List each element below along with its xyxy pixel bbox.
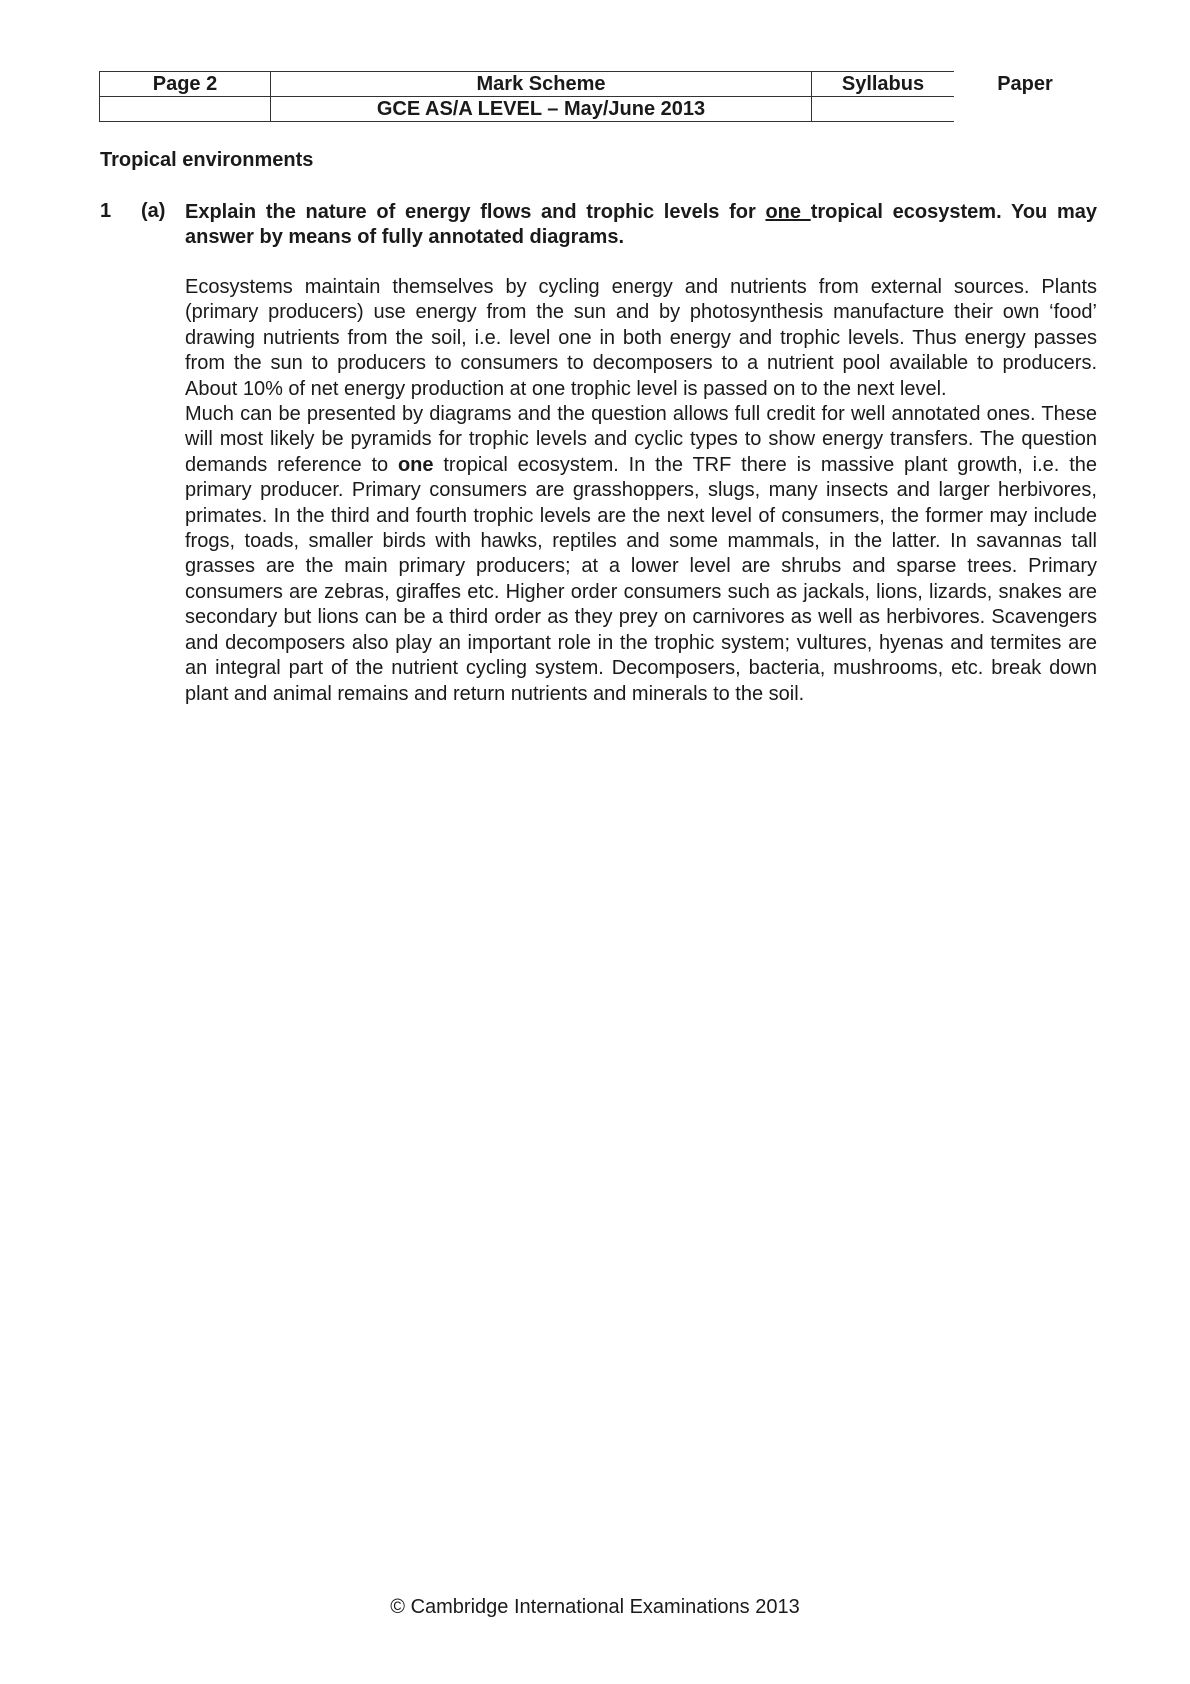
question-text (185, 200, 1097, 250)
header-page: Page 2 (100, 72, 271, 97)
question-text-before: Explain the nature of energy flows and trophic levels for (185, 201, 766, 223)
header-empty-cell-3 (954, 97, 1097, 122)
answer-paragraph-2 (185, 402, 1097, 707)
footer-copyright: © Cambridge International Examinations 2013 (390, 1596, 800, 1618)
header-empty-cell (100, 97, 271, 122)
header-table (99, 71, 1097, 122)
answer-p2-before: Much can be presented by diagrams and the question allows full credit for well annotated ones. These will most likely be pyramids for trophic levels and cyclic types to show energy transfers. The question demands reference to (185, 403, 1097, 476)
header-syllabus: Syllabus (812, 72, 955, 97)
header-empty-cell-2 (812, 97, 955, 122)
answer-p2-after: tropical ecosystem. In the TRF there is massive plant growth, i.e. the primary producer. Primary consumers are grasshoppers, slugs, many insects and larger herbivores, primates. In the third and fourth trophic levels are the next level of consumers, the former may include frogs, toads, smaller birds with hawks, reptiles and some mammals, in the latter. In savannas tall grasses are the main primary producers; at a lower level are shrubs and sparse trees. Primary consumers are zebras, giraffes etc. Higher order consumers such as jackals, lions, lizards, snakes are secondary but lions can be a third order as they prey on carnivores as well as herbivores. Scavengers and decomposers also play an important role in the trophic system; vultures, hyenas and termites are an integral part of the nutrient cycling system. Decomposers, bacteria, mushrooms, etc. break down plant and animal remains and return nutrients and minerals to the soil. (185, 453, 1098, 705)
header-mark-scheme: Mark Scheme (271, 72, 812, 97)
header-paper: Paper (997, 73, 1053, 95)
header-row-2 (100, 97, 1097, 122)
section-title: Tropical environments (100, 149, 314, 171)
header-exam: GCE AS/A LEVEL – May/June 2013 (271, 97, 812, 122)
answer-p2-bold: one (397, 453, 434, 476)
question-part: (a) (141, 200, 166, 222)
question-text-after: tropical ecosystem. You may answer by means of fully annotated diagrams. (185, 201, 1097, 248)
answer-paragraph-1: Ecosystems maintain themselves by cycling energy and nutrients from external sources. Plants (primary producers) use energy from the sun and by photosynthesis manufacture their own ‘food’ drawing nutrients from the soil, i.e. level one in both energy and trophic levels. Thus energy passes from the sun to producers to consumers to decomposers to a nutrient pool available to producers. About 10% of net energy production at one trophic level is passed on to the next level. (185, 276, 1097, 400)
question-text-underlined: one (765, 201, 811, 223)
header-row-1 (100, 72, 1097, 97)
question-number: 1 (100, 200, 112, 222)
answer-body (185, 275, 1097, 707)
